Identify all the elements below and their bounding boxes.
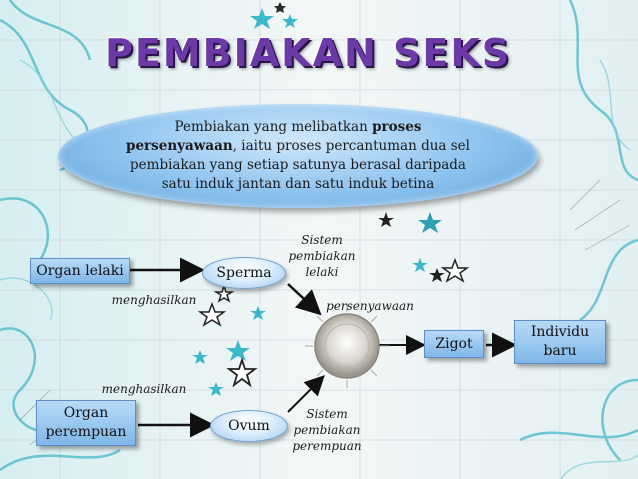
label-menghasilkan-top: menghasilkan bbox=[111, 293, 197, 307]
label-persenyawaan: persenyawaan bbox=[326, 299, 414, 313]
definition-part2: , iaitu proses percantuman dua sel pembiakan yang setiap satunya berasal daripada satu induk jantan dan satu induk betina bbox=[130, 138, 470, 192]
arrow-sperma-to-zigot bbox=[288, 284, 318, 312]
individu-baru-box: Individu baru bbox=[514, 320, 606, 364]
label-menghasilkan-bottom: menghasilkan bbox=[101, 382, 187, 396]
definition-part1: Pembiakan yang melibatkan bbox=[174, 119, 373, 135]
fertilized-egg-illustration bbox=[305, 304, 389, 388]
organ-perempuan-box: Organ perempuan bbox=[36, 400, 136, 446]
label-sistem-pembiakan-lelaki: Sistem pembiakan lelaki bbox=[288, 233, 356, 279]
label-sistem-pembiakan-perempuan: Sistem pembiakan perempuan bbox=[292, 407, 362, 453]
page-title: PEMBIAKAN SEKS bbox=[105, 31, 512, 75]
definition-bold: proses persenyawaan bbox=[126, 119, 422, 154]
zigot-box: Zigot bbox=[424, 330, 484, 358]
organ-lelaki-box: Organ lelaki bbox=[30, 258, 130, 284]
ovum-node: Ovum bbox=[210, 410, 288, 442]
sperma-node: Sperma bbox=[202, 257, 286, 289]
